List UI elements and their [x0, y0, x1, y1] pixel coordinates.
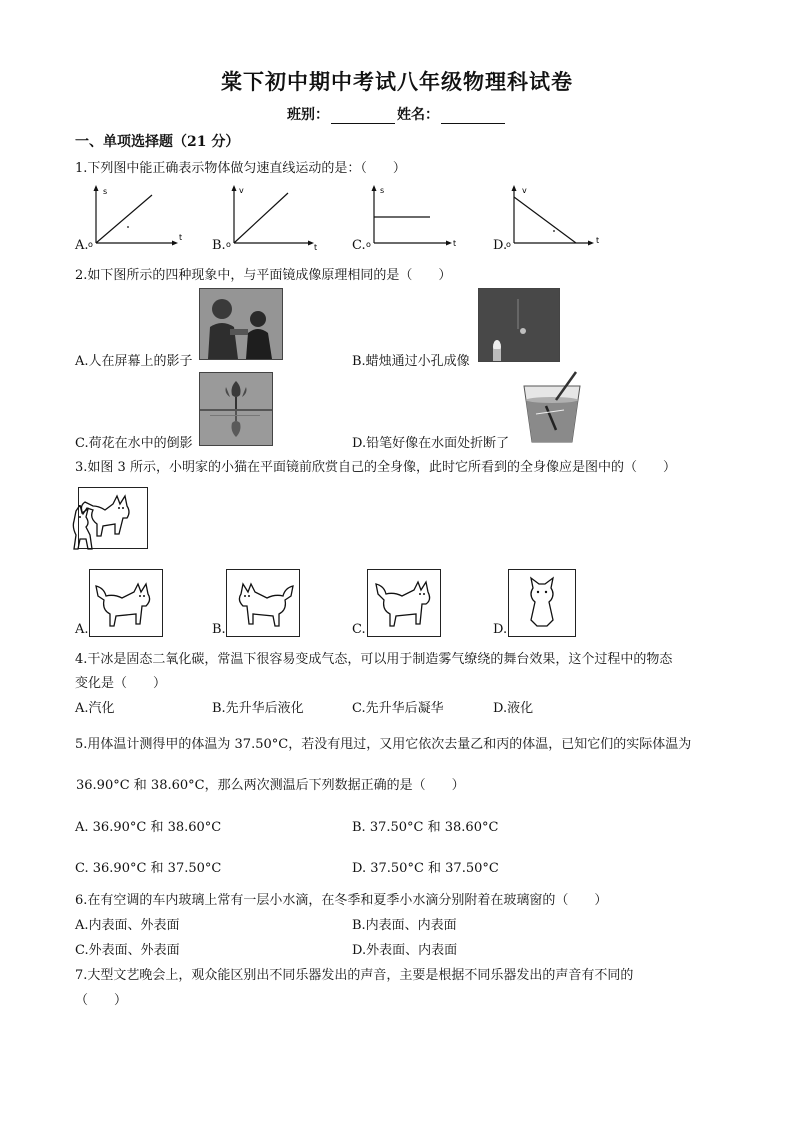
q1-graph-d — [504, 183, 610, 251]
q1-option-d: D. — [493, 238, 508, 253]
lotus-reflection-image — [199, 372, 273, 446]
q2-stem: 2.如下图所示的四种现象中，与平面镜成像原理相同的是（ ） — [75, 268, 452, 283]
q5-stem-line2: 36.90°C 和 38.60°C，那么两次测温后下列数据正确的是（ ） — [76, 778, 465, 793]
q3-image-a — [89, 569, 163, 637]
q1-b-xlabel: t — [314, 243, 318, 251]
q5-option-d: D. 37.50°C 和 37.50°C — [352, 861, 499, 876]
q1-c-origin: o — [366, 240, 371, 249]
q4-stem-line2: 变化是（ ） — [75, 676, 167, 691]
q7-stem-line1: 7.大型文艺晚会上，观众能区别出不同乐器发出的声音，主要是根据不同乐器发出的声音有不同的 — [75, 968, 634, 983]
q3-option-a: A. — [75, 622, 89, 637]
q3-option-c: C. — [352, 622, 366, 637]
q6-option-b: B.内表面、内表面 — [352, 918, 457, 933]
q1-graph-b — [224, 183, 324, 251]
q1-option-c: C. — [352, 238, 366, 253]
class-label: 班别： — [287, 107, 329, 123]
pencil-in-water-image — [516, 370, 588, 446]
q1-d-ylabel: v — [522, 186, 527, 195]
q3-option-b: B. — [212, 622, 226, 637]
cat-front-view — [509, 570, 575, 636]
q6-option-d: D.外表面、内表面 — [352, 943, 458, 958]
shadow-on-screen-image — [199, 288, 283, 360]
q1-d-origin: o — [506, 240, 511, 249]
q2-option-c: C.荷花在水中的倒影 — [75, 436, 193, 451]
name-blank — [441, 109, 505, 124]
q6-option-c: C.外表面、外表面 — [75, 943, 180, 958]
exam-title: 棠下初中期中考试八年级物理科试卷 — [221, 69, 573, 94]
q1-c-ylabel: s — [380, 186, 385, 195]
q5-option-c: C. 36.90°C 和 37.50°C — [75, 861, 222, 876]
q3-stem: 3.如图 3 所示，小明家的小猫在平面镜前欣赏自己的全身像，此时它所看到的全身像应是图中的（ ） — [75, 460, 676, 475]
q1-graph-c — [364, 183, 464, 251]
q1-a-xlabel: t — [179, 233, 183, 242]
q4-option-b: B.先升华后液化 — [212, 701, 304, 716]
q1-d-xlabel: t — [596, 236, 600, 245]
q4-option-d: D.液化 — [493, 701, 534, 716]
real-cat-figure — [70, 505, 110, 551]
class-blank — [331, 109, 395, 124]
q2-option-d: D.铅笔好像在水面处折断了 — [352, 436, 510, 451]
q6-stem: 6.在有空调的车内玻璃上常有一层小水滴，在冬季和夏季小水滴分别附着在玻璃窗的（ ） — [75, 893, 608, 908]
q1-a-origin: o — [88, 240, 93, 249]
q4-option-c: C.先升华后凝华 — [352, 701, 444, 716]
cat-facing-right — [90, 570, 162, 636]
q1-graph-a — [86, 183, 186, 251]
student-info-line — [0, 104, 794, 124]
q2-option-b: B.蜡烛通过小孔成像 — [352, 354, 470, 369]
q1-option-b: B. — [212, 238, 226, 253]
q5-stem-line1: 5.用体温计测得甲的体温为 37.50°C，若没有甩过，又用它依次去量乙和丙的体温，已知它们的实际体温为 — [75, 737, 692, 752]
q3-image-d — [508, 569, 576, 637]
q5-option-a: A. 36.90°C 和 38.60°C — [75, 820, 222, 835]
q1-a-ylabel: s — [103, 187, 108, 196]
pinhole-candle-image — [478, 288, 560, 362]
cat-facing-right-c — [368, 570, 440, 636]
q1-option-a: A. — [75, 238, 89, 253]
q1-stem: 1.下列图中能正确表示物体做匀速直线运动的是：（ ） — [75, 161, 406, 176]
section-heading: 一、单项选择题（21 分） — [75, 134, 240, 150]
q4-stem-line1: 4.干冰是固态二氧化碳，常温下很容易变成气态，可以用于制造雾气缭绕的舞台效果，这个过程中的物态 — [75, 652, 673, 667]
q4-option-a: A.汽化 — [75, 701, 115, 716]
name-label: 姓名： — [397, 107, 439, 123]
q3-image-c — [367, 569, 441, 637]
cat-facing-left — [227, 570, 299, 636]
q1-c-xlabel: t — [453, 239, 457, 248]
q2-option-a: A.人在屏幕上的影子 — [75, 354, 193, 369]
q1-b-origin: o — [226, 240, 231, 249]
q3-image-b — [226, 569, 300, 637]
q6-option-a: A.内表面、外表面 — [75, 918, 180, 933]
q7-stem-line2: （ ） — [75, 993, 128, 1008]
q3-option-d: D. — [493, 622, 508, 637]
q1-b-ylabel: v — [239, 186, 244, 195]
q5-option-b: B. 37.50°C 和 38.60°C — [352, 820, 499, 835]
